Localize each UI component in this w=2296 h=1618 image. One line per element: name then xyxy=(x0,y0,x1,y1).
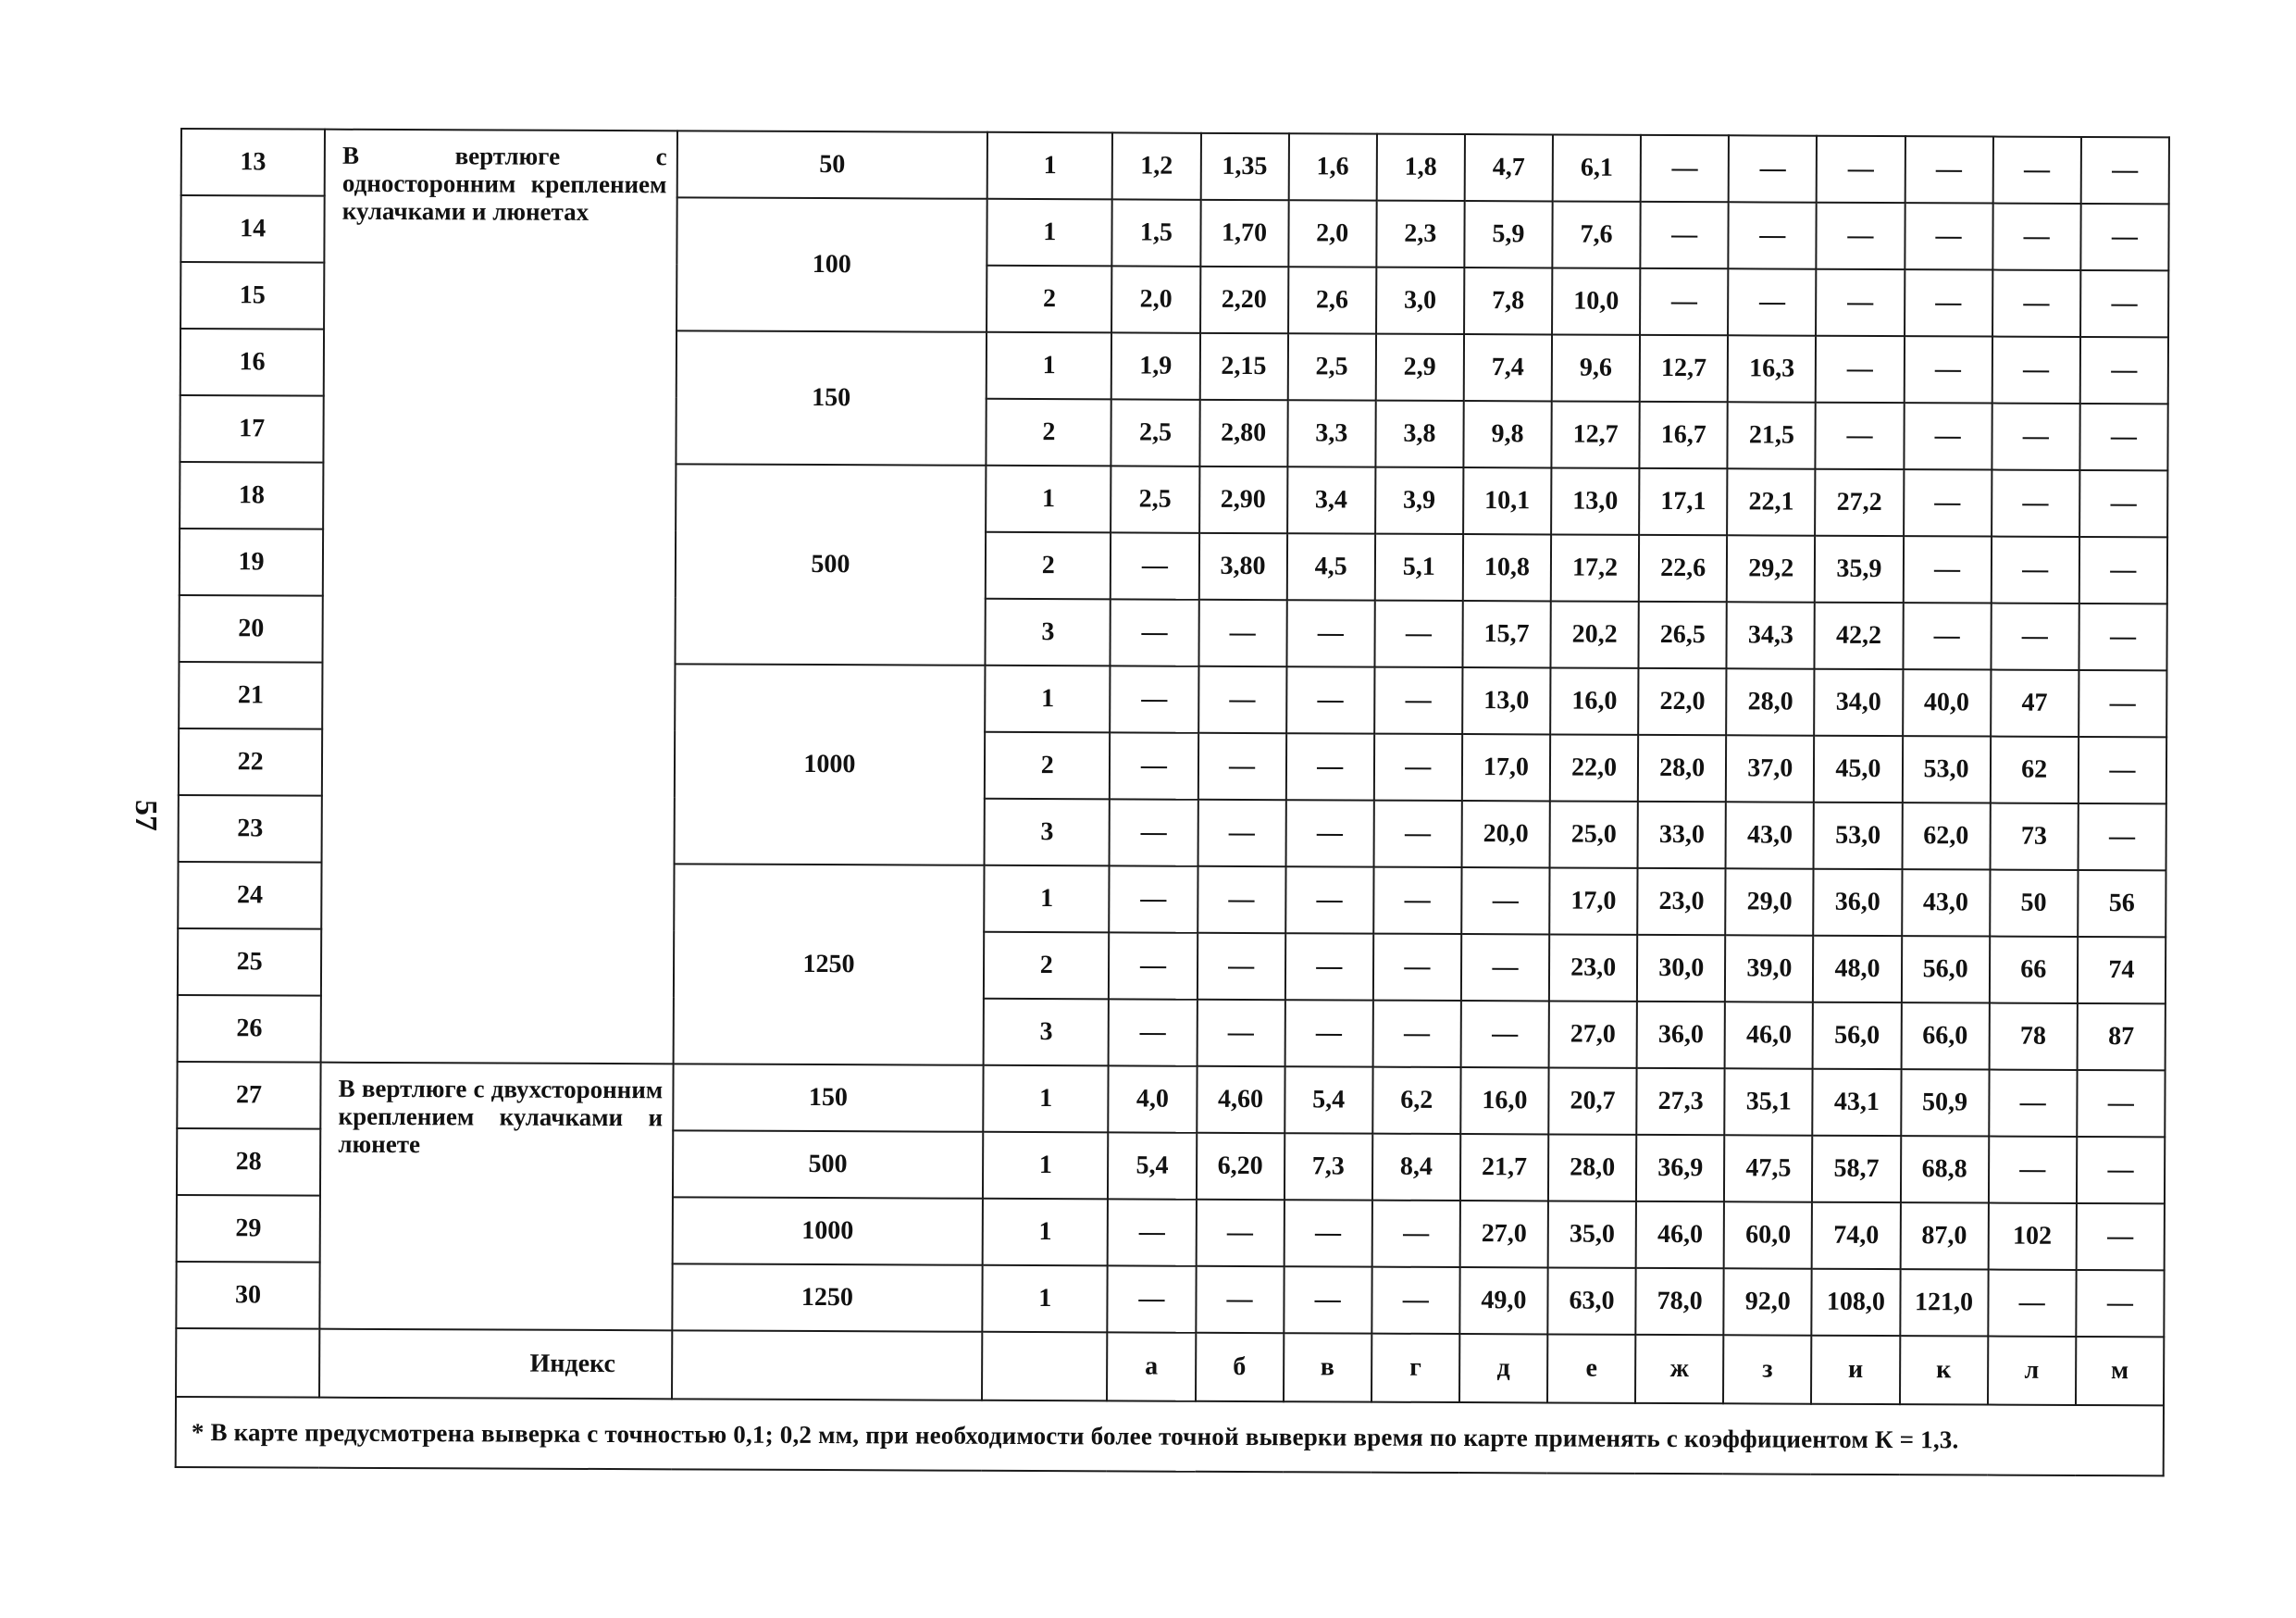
time-value: 56,0 xyxy=(1901,936,1989,1002)
time-value: 27,0 xyxy=(1460,1201,1548,1267)
time-value: 3,80 xyxy=(1198,533,1286,600)
time-value: — xyxy=(1374,667,1462,734)
time-value: — xyxy=(1817,203,1905,269)
time-value: — xyxy=(2080,137,2169,204)
time-value: 23,0 xyxy=(1637,868,1725,935)
time-value: — xyxy=(1991,537,2079,604)
time-value: — xyxy=(2080,204,2169,270)
time-value: 2,5 xyxy=(1287,333,1375,400)
time-value: — xyxy=(1374,601,1462,667)
time-value: — xyxy=(1728,268,1816,335)
index-letter: д xyxy=(1459,1334,1547,1402)
time-value: 7,4 xyxy=(1464,334,1552,401)
time-value: 9,8 xyxy=(1463,401,1551,467)
time-value: — xyxy=(1284,1200,1371,1266)
time-value: 49,0 xyxy=(1459,1267,1547,1334)
time-value: 22,0 xyxy=(1638,668,1726,735)
time-value: 17,0 xyxy=(1462,734,1550,801)
time-value: — xyxy=(1816,336,1904,403)
time-value: 87 xyxy=(2077,1003,2166,1070)
time-value: — xyxy=(1905,269,1992,336)
time-value: 108,0 xyxy=(1812,1269,1900,1336)
time-value: — xyxy=(2079,670,2167,737)
time-value: 1,2 xyxy=(1112,132,1200,199)
time-value: 43,0 xyxy=(1902,869,1990,936)
count-value: 2 xyxy=(985,732,1111,800)
row-number: 13 xyxy=(181,129,326,196)
time-value: 4,0 xyxy=(1109,1065,1197,1132)
time-value: 2,80 xyxy=(1199,400,1287,467)
time-value: 17,1 xyxy=(1639,468,1727,535)
time-value: 3,4 xyxy=(1287,467,1375,533)
time-value: — xyxy=(1992,337,2079,404)
time-value: — xyxy=(1110,732,1198,799)
time-value: — xyxy=(2079,337,2168,404)
time-value: — xyxy=(1198,666,1286,733)
index-empty-cell xyxy=(176,1328,320,1398)
count-value: 2 xyxy=(987,266,1112,333)
time-value: 1,70 xyxy=(1200,200,1288,267)
time-value: — xyxy=(1108,1199,1196,1265)
mass-value: 500 xyxy=(675,464,986,665)
row-number: 17 xyxy=(180,395,324,463)
time-value: 5,4 xyxy=(1108,1132,1196,1199)
time-value: 2,15 xyxy=(1199,333,1287,400)
count-value: 1 xyxy=(983,1265,1109,1333)
time-value: — xyxy=(1991,604,2079,670)
mass-value: 1000 xyxy=(672,1197,983,1264)
time-value: 1,5 xyxy=(1112,199,1200,266)
time-value: 2,90 xyxy=(1199,467,1287,533)
time-value: 17,0 xyxy=(1549,867,1637,934)
time-value: — xyxy=(2077,1070,2166,1137)
time-value: 16,0 xyxy=(1460,1067,1548,1134)
time-value: — xyxy=(1988,1270,2076,1337)
count-value: 2 xyxy=(986,532,1111,600)
time-value: 102 xyxy=(1988,1203,2076,1270)
time-value: 12,7 xyxy=(1640,335,1728,402)
time-value: 26,5 xyxy=(1639,602,1727,668)
time-value: — xyxy=(1196,1266,1284,1333)
time-value: 56 xyxy=(2078,870,2166,937)
count-value: 1 xyxy=(983,1132,1109,1200)
time-value: 17,2 xyxy=(1551,534,1639,601)
time-value: 21,5 xyxy=(1728,402,1816,468)
time-value: — xyxy=(1285,866,1373,933)
time-value: 74 xyxy=(2078,937,2166,1003)
mass-value: 50 xyxy=(676,131,987,198)
count-value: 1 xyxy=(983,1199,1109,1266)
time-value: 20,2 xyxy=(1550,601,1638,667)
row-number: 28 xyxy=(177,1128,321,1196)
time-value: 16,3 xyxy=(1728,335,1816,402)
time-value: 6,20 xyxy=(1196,1133,1284,1200)
row-number: 26 xyxy=(178,995,322,1063)
time-value: 7,6 xyxy=(1552,201,1640,268)
time-value: — xyxy=(1373,867,1461,934)
time-value: 53,0 xyxy=(1902,736,1990,803)
count-value: 3 xyxy=(986,599,1111,666)
time-value: — xyxy=(1373,801,1461,867)
time-value: 22,6 xyxy=(1639,535,1727,602)
row-number: 23 xyxy=(179,795,323,863)
time-value: 28,0 xyxy=(1726,668,1814,735)
mass-value: 1000 xyxy=(674,664,985,865)
row-number: 29 xyxy=(177,1195,321,1263)
norms-table xyxy=(175,128,2170,1476)
time-value: 62 xyxy=(1990,737,2078,803)
index-letter: ж xyxy=(1635,1335,1723,1403)
time-value: 13,0 xyxy=(1462,667,1550,734)
row-number: 27 xyxy=(177,1062,321,1129)
time-value: 13,0 xyxy=(1551,467,1639,534)
index-row xyxy=(176,1328,2164,1405)
time-value: 34,0 xyxy=(1815,669,1903,736)
time-value: 40,0 xyxy=(1903,669,1991,736)
time-value: — xyxy=(1196,1200,1284,1266)
time-value: — xyxy=(1372,1001,1460,1067)
time-value: 10,0 xyxy=(1552,268,1640,334)
time-value: 21,7 xyxy=(1460,1134,1548,1201)
mass-value: 1250 xyxy=(673,864,984,1064)
time-value: 27,2 xyxy=(1815,469,1903,536)
time-value: 2,5 xyxy=(1111,399,1199,466)
count-value: 1 xyxy=(984,865,1110,933)
time-value: — xyxy=(2076,1203,2165,1270)
time-value: 50 xyxy=(1990,870,2078,937)
time-value: 78,0 xyxy=(1635,1268,1723,1335)
index-letter: а xyxy=(1107,1332,1195,1400)
count-value: 1 xyxy=(987,132,1113,200)
time-value: — xyxy=(2077,1137,2166,1203)
time-value: 58,7 xyxy=(1812,1136,1900,1202)
time-value: — xyxy=(1109,932,1197,999)
time-value: 29,2 xyxy=(1727,535,1815,602)
time-value: 15,7 xyxy=(1462,601,1550,667)
time-value: — xyxy=(1817,136,1905,203)
time-value: — xyxy=(1992,204,2080,270)
time-value: 46,0 xyxy=(1725,1002,1813,1068)
footnote-row xyxy=(176,1397,2164,1475)
time-value: 10,8 xyxy=(1463,534,1551,601)
table-row xyxy=(177,1062,2165,1137)
time-value: 47 xyxy=(1991,670,2079,737)
time-value: 7,3 xyxy=(1285,1133,1372,1200)
index-letter: з xyxy=(1723,1335,1811,1403)
index-label: Индекс xyxy=(319,1329,672,1400)
time-value: — xyxy=(1903,603,1991,669)
time-value: 36,0 xyxy=(1637,1002,1725,1068)
time-value: 8,4 xyxy=(1372,1134,1460,1201)
time-value: 35,9 xyxy=(1815,536,1903,603)
time-value: — xyxy=(1284,1266,1371,1333)
group-description: В вертлюге с односторонним креплением кулачками и люнетах xyxy=(321,130,677,1064)
time-value: — xyxy=(1285,1000,1372,1066)
time-value: — xyxy=(1905,203,1992,269)
index-letter: к xyxy=(1900,1336,1988,1404)
time-value: 63,0 xyxy=(1547,1267,1635,1334)
time-value: — xyxy=(1285,800,1373,866)
time-value: 42,2 xyxy=(1815,603,1903,669)
index-empty-cell xyxy=(672,1330,983,1400)
norms-table-container xyxy=(175,128,2170,1476)
index-letter: в xyxy=(1284,1333,1371,1401)
time-value: 92,0 xyxy=(1724,1268,1812,1335)
time-value: — xyxy=(1992,470,2079,537)
time-value: 3,8 xyxy=(1375,401,1463,467)
time-value: — xyxy=(1111,666,1198,732)
time-value: — xyxy=(1729,202,1817,268)
time-value: 10,1 xyxy=(1463,467,1551,534)
time-value: — xyxy=(1373,934,1461,1001)
time-value: 78 xyxy=(1989,1003,2077,1070)
footnote: * В карте предусмотрена выверка с точностью 0,1; 0,2 мм, при необходимости более точной выверки время по карте применять с коэффициентом К = 1,3. xyxy=(176,1397,2164,1475)
time-value: — xyxy=(2079,404,2168,470)
time-value: 37,0 xyxy=(1726,735,1814,802)
time-value: 2,6 xyxy=(1288,267,1376,333)
time-value: 5,1 xyxy=(1375,534,1463,601)
group-description: В вертлюге с двухсторонним креплением кулачками и люнете xyxy=(320,1063,674,1331)
time-value: 27,0 xyxy=(1549,1001,1637,1067)
time-value: 47,5 xyxy=(1724,1135,1812,1201)
time-value: 60,0 xyxy=(1724,1201,1812,1268)
time-value: 7,8 xyxy=(1464,268,1552,334)
time-value: — xyxy=(1285,733,1373,800)
time-value: 4,7 xyxy=(1465,134,1553,201)
time-value: — xyxy=(1198,866,1285,933)
time-value: 2,5 xyxy=(1111,466,1198,532)
row-number: 20 xyxy=(179,595,323,663)
time-value: — xyxy=(1197,933,1285,1000)
time-value: 3,3 xyxy=(1287,400,1375,467)
count-value: 3 xyxy=(984,999,1110,1066)
time-value: — xyxy=(1286,600,1374,666)
time-value: 16,7 xyxy=(1640,402,1728,468)
time-value: 5,4 xyxy=(1285,1066,1372,1133)
time-value: — xyxy=(2079,537,2168,604)
time-value: 50,9 xyxy=(1901,1069,1989,1136)
time-value: 66,0 xyxy=(1901,1002,1989,1069)
mass-value: 1250 xyxy=(672,1263,983,1331)
row-number: 25 xyxy=(178,928,322,996)
time-value: — xyxy=(1286,666,1374,733)
row-number: 22 xyxy=(179,728,323,796)
index-letter: м xyxy=(2076,1337,2165,1405)
time-value: 6,2 xyxy=(1372,1067,1460,1134)
time-value: 20,7 xyxy=(1548,1067,1636,1134)
count-value: 1 xyxy=(985,666,1111,733)
table-body xyxy=(176,129,2169,1475)
time-value: 1,8 xyxy=(1376,134,1464,201)
time-value: — xyxy=(1905,136,1992,203)
time-value: — xyxy=(1374,734,1462,801)
time-value: 9,6 xyxy=(1552,334,1640,401)
time-value: — xyxy=(1816,269,1904,336)
time-value: 2,9 xyxy=(1375,334,1463,401)
time-value: — xyxy=(2076,1270,2165,1337)
time-value: — xyxy=(1198,600,1286,666)
time-value: 48,0 xyxy=(1813,936,1901,1002)
time-value: — xyxy=(1198,800,1285,866)
time-value: 1,35 xyxy=(1200,133,1288,200)
time-value: 36,9 xyxy=(1636,1135,1724,1201)
row-number: 14 xyxy=(180,195,325,263)
time-value: 2,0 xyxy=(1111,266,1199,332)
time-value: — xyxy=(1371,1201,1459,1267)
time-value: 36,0 xyxy=(1814,869,1902,936)
row-number: 19 xyxy=(180,529,324,596)
row-number: 16 xyxy=(180,329,325,396)
time-value: 27,3 xyxy=(1636,1068,1724,1135)
time-value: 73 xyxy=(1990,803,2078,870)
time-value: — xyxy=(1461,867,1549,934)
count-value: 3 xyxy=(985,799,1111,866)
time-value: — xyxy=(1641,135,1729,202)
count-value: 1 xyxy=(986,466,1111,533)
time-value: 22,1 xyxy=(1727,468,1815,535)
time-value: 35,1 xyxy=(1725,1068,1813,1135)
time-value: — xyxy=(1461,934,1549,1001)
time-value: 1,6 xyxy=(1288,133,1376,200)
time-value: 4,60 xyxy=(1197,1066,1285,1133)
row-number: 30 xyxy=(176,1262,320,1329)
index-empty-cell xyxy=(982,1332,1108,1401)
row-number: 15 xyxy=(180,262,325,330)
time-value: 87,0 xyxy=(1900,1202,1988,1269)
time-value: 25,0 xyxy=(1550,801,1638,867)
index-letter: л xyxy=(1988,1337,2076,1405)
time-value: 53,0 xyxy=(1814,803,1902,869)
time-value: — xyxy=(2079,604,2167,670)
row-number: 24 xyxy=(178,862,322,929)
time-value: 35,0 xyxy=(1548,1201,1636,1267)
index-letter: г xyxy=(1371,1334,1459,1402)
time-value: — xyxy=(1197,1000,1285,1066)
time-value: 3,0 xyxy=(1376,268,1464,334)
page-number: 57 xyxy=(129,800,163,831)
time-value: 28,0 xyxy=(1638,735,1726,802)
mass-value: 100 xyxy=(676,197,987,331)
time-value: 39,0 xyxy=(1725,935,1813,1002)
time-value: — xyxy=(1816,403,1904,469)
time-value: 1,9 xyxy=(1111,332,1199,399)
time-value: — xyxy=(1992,404,2079,470)
time-value: — xyxy=(1371,1267,1459,1334)
time-value: 2,20 xyxy=(1200,267,1288,333)
time-value: — xyxy=(1989,1070,2077,1137)
time-value: 68,8 xyxy=(1900,1136,1988,1202)
row-number: 21 xyxy=(179,662,323,729)
time-value: 20,0 xyxy=(1461,801,1549,867)
time-value: — xyxy=(1198,733,1285,800)
time-value: — xyxy=(1109,999,1197,1065)
time-value: — xyxy=(1460,1001,1548,1067)
time-value: 22,0 xyxy=(1550,734,1638,801)
time-value: — xyxy=(1285,933,1373,1000)
time-value: — xyxy=(1110,799,1198,865)
time-value: 30,0 xyxy=(1637,935,1725,1002)
time-value: — xyxy=(1729,135,1817,202)
time-value: — xyxy=(1640,268,1728,335)
time-value: 62,0 xyxy=(1902,803,1990,869)
time-value: 3,9 xyxy=(1375,467,1463,534)
mass-value: 500 xyxy=(673,1130,984,1198)
time-value: 29,0 xyxy=(1725,868,1813,935)
mass-value: 150 xyxy=(676,330,987,465)
time-value: 12,7 xyxy=(1551,401,1639,467)
time-value: 23,0 xyxy=(1549,934,1637,1001)
time-value: — xyxy=(1904,469,1992,536)
time-value: — xyxy=(1111,532,1198,599)
time-value: — xyxy=(1903,536,1991,603)
row-number: 18 xyxy=(180,462,324,529)
time-value: 2,3 xyxy=(1376,201,1464,268)
time-value: — xyxy=(2079,470,2168,537)
time-value: 45,0 xyxy=(1814,736,1902,803)
time-value: 28,0 xyxy=(1548,1134,1636,1201)
time-value: — xyxy=(1992,270,2080,337)
time-value: 34,3 xyxy=(1727,602,1815,668)
time-value: — xyxy=(1904,336,1992,403)
time-value: 4,5 xyxy=(1286,533,1374,600)
time-value: — xyxy=(2078,803,2166,870)
count-value: 1 xyxy=(983,1065,1109,1133)
time-value: 56,0 xyxy=(1813,1002,1901,1069)
time-value: 66 xyxy=(1990,937,2078,1003)
time-value: — xyxy=(2079,737,2167,803)
time-value: 121,0 xyxy=(1900,1269,1988,1336)
time-value: 33,0 xyxy=(1638,802,1726,868)
count-value: 1 xyxy=(987,199,1113,267)
time-value: 6,1 xyxy=(1553,134,1641,201)
time-value: — xyxy=(1992,137,2080,204)
time-value: 46,0 xyxy=(1636,1201,1724,1268)
time-value: 43,1 xyxy=(1813,1069,1901,1136)
count-value: 1 xyxy=(987,332,1112,400)
time-value: 43,0 xyxy=(1726,802,1814,868)
table-row xyxy=(181,129,2169,204)
count-value: 2 xyxy=(987,399,1112,467)
time-value: — xyxy=(1111,599,1198,666)
index-letter: б xyxy=(1196,1333,1284,1401)
time-value: — xyxy=(1904,403,1992,469)
count-value: 2 xyxy=(984,932,1110,1000)
time-value: — xyxy=(2080,270,2169,337)
time-value: — xyxy=(1108,1265,1196,1332)
index-letter: е xyxy=(1547,1334,1635,1402)
time-value: — xyxy=(1640,202,1728,268)
time-value: — xyxy=(1110,865,1198,932)
index-letter: и xyxy=(1811,1336,1899,1404)
time-value: — xyxy=(1989,1137,2077,1203)
time-value: 74,0 xyxy=(1812,1202,1900,1269)
mass-value: 150 xyxy=(673,1064,984,1131)
time-value: 5,9 xyxy=(1464,201,1552,268)
time-value: 16,0 xyxy=(1550,667,1638,734)
time-value: 2,0 xyxy=(1288,200,1376,267)
